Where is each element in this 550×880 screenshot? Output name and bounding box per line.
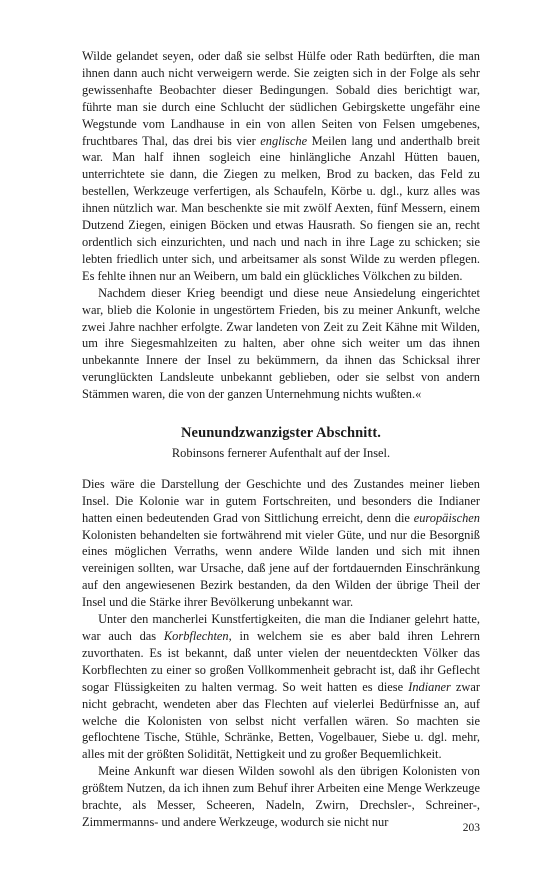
paragraph-continued: Wilde gelandet seyen, oder daß sie selbst Hülfe oder Rath bedürften, die man ihnen dann auch nicht verweigern werde. Sie zeigten sich in der Folge als sehr gewissenhafte Beobachter dieser Bedingungen. Sobald dies berichtigt war, führte man sie durch eine Schlucht der südlichen Gebirgskette ungefähr eine Wegstunde vom Landhause in ein von allen Seiten von Felsen umgebenes, fruchtbares Thal, das drei bis vier englische Meilen lang und anderthalb breit war. Man half ihnen sogleich eine hinlängliche Anzahl Hütten bauen, unterrichtete sie dann, die Ziegen zu melken, Brod zu backen, das Feld zu bestellen, Werkzeuge verfertigen, als Schaufeln, Körbe u. dgl., kurz alles was ihnen nützlich war. Man beschenkte sie mit zwölf Aexten, fünf Messern, einem Dutzend Ziegen, einigen Böcken und etwas Hausrath. So fiengen sie an, recht ordentlich sich einzurichten, und nach und nach in ihre Lage zu schicken; sie lebten friedlich unter sich, und arbeitsamer als sonst Wilde zu werden pflegen. Es fehlte ihnen nur an Weibern, um bald ein glückliches Völkchen zu bilden. bbox=[82, 49, 480, 283]
paragraph: Unter den mancherlei Kunstfertigkeiten, die man die Indianer gelehrt hatte, war auch das Korbflechten, in welchem sie es aber bald ihren Lehrern zuvorthaten. Es ist bekannt, daß unter vielen der neuentdeckten Völker das Korbflechten zu einer so großen Vollkommenheit gebracht ist, daß ihr Geflecht sogar Flüssigkeiten zu halten vermag. So weit hatten es diese Indianer zwar nicht gebracht, wendeten aber das Flechten auf vielerlei Bedürfnisse an, auf welche die Kolonisten von selbst nicht verfallen wären. So machten sie geflochtene Tische, Stühle, Schränke, Betten, Vogelbauer, Siebe u. dgl. mehr, alles mit der größten Solidität, Nettigkeit und zu großer Bequemlichkeit. bbox=[82, 612, 480, 762]
chapter-subtitle: Robinsons fernerer Aufenthalt auf der Insel. bbox=[171, 445, 391, 460]
paragraph: Nachdem dieser Krieg beendigt und diese neue Ansiedelung eingerichtet war, blieb die Kolonie in ungestörtem Frieden, bis zu meiner Ankunft, welche zwei Jahre nachher erfolgte. Zwar landeten von Zeit zu Zeit Kähne mit Wilden, um ihre Siegesmahlzeiten zu halten, aber ohne sich weiter um das ihnen unbekannte Innere der Insel zu bekümmern, da ihnen das Schicksal ihrer verunglückten Landsleute unbekannt geblieben, oder sie selbst von andern Stämmen waren, die von der ganzen Unternehmung nichts wußten.« bbox=[82, 285, 480, 402]
paragraph: Meine Ankunft war diesen Wilden sowohl als den übrigen Kolonisten von größtem Nutzen, da ich ihnen zum Behuf ihrer Arbeiten eine Menge Werkzeuge brachte, als Messer, Scheeren, Nadeln, Zwirn, Drechsler-, Schreiner-, Zimmermanns- und andere Werkzeuge, wodurch sie nicht nur bbox=[82, 764, 480, 829]
page-number: 203 bbox=[462, 822, 480, 834]
text-block bbox=[82, 48, 480, 831]
chapter-title: Neunundzwanzigster Abschnitt. bbox=[180, 425, 382, 442]
paragraph: Dies wäre die Darstellung der Geschichte und des Zustandes meiner lieben Insel. Die Kolonie war in gutem Fortschreiten, und besonders die Indianer hatten einen bedeutenden Grad von Sittlichung erreicht, denn die europäischen Kolonisten behandelten sie fortwährend mit vieler Güte, und nur die Besorgniß eines möglichen Verraths, wenn andere Wilde landen und sich mit ihnen vereinigen sollten, war Ursache, daß jene auf der fortdauernden Einschränkung auf den angewiesenen Bezirk bestanden, da den Wilden der übrige Theil der Insel und die Stärke ihrer Bevölkerung unbekannt war. bbox=[82, 476, 480, 610]
